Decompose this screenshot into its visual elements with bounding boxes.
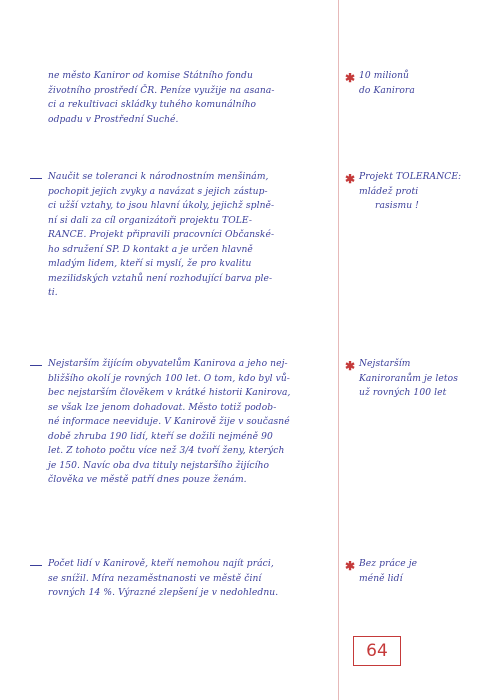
text-line: odpadu v Prostřední Suché. xyxy=(48,114,179,125)
note-line: Bez práce je xyxy=(359,559,418,569)
note-line: méně lidí xyxy=(359,573,403,584)
text-line: se však lze jenom dohadovat. Město totiž podob- xyxy=(48,402,277,413)
text-line: je 150. Navíc oba dva tituly nejstaršího žijícího xyxy=(48,460,270,471)
margin-rule xyxy=(338,0,339,700)
dash-icon xyxy=(30,565,42,566)
text-line: ní si dali za cíl organizátoři projektu TOLE- xyxy=(48,215,252,226)
section-1-text xyxy=(48,69,334,127)
section-2-text xyxy=(48,170,334,301)
text-line: době zhruba 190 lidí, kteří se dožili nejméně 90 xyxy=(48,431,273,442)
text-line: životního prostředí ČR. Peníze využije na asana- xyxy=(48,85,275,96)
text-line: bližšího okolí je rovných 100 let. O tom, kdo byl vů- xyxy=(48,373,290,384)
dash-icon xyxy=(30,178,42,179)
text-line: Naučit se toleranci k národnostním menšinám, xyxy=(48,172,269,182)
note-line: mládež proti xyxy=(359,186,419,197)
text-line: ci užší vztahy, to jsou hlavní úkoly, jejichž splně- xyxy=(48,201,275,211)
text-line: mezilidských vztahů není rozhodující barva ple- xyxy=(48,273,273,284)
text-line: let. Z tohoto počtu více než 3/4 tvoří ženy, kterých xyxy=(48,446,285,456)
text-line: člověka ve městě patří dnes pouze ženám. xyxy=(48,475,247,485)
note-line: 10 milionů xyxy=(359,71,409,81)
section-3-margin-note xyxy=(359,357,487,401)
text-line: se snížil. Míra nezaměstnanosti ve městě činí xyxy=(48,573,262,584)
text-line: ci a rekultivaci skládky tuhého komunálního xyxy=(48,100,257,110)
note-line: Kaniroranům je letos xyxy=(359,373,458,384)
dash-icon xyxy=(30,365,42,366)
text-line: ho sdružení SP. D kontakt a je určen hlavně xyxy=(48,244,253,255)
note-line: rasismu ! xyxy=(375,201,419,211)
asterisk-icon: ✱ xyxy=(345,359,356,373)
text-line: mladým lidem, kteří si myslí, že pro kvalitu xyxy=(48,259,252,269)
note-line: už rovných 100 let xyxy=(359,388,447,398)
asterisk-icon: ✱ xyxy=(345,172,356,186)
text-line: pochopit jejich zvyky a navázat s jejich zástup- xyxy=(48,186,268,197)
text-line: RANCE. Projekt připravili pracovníci Občanské- xyxy=(48,230,275,240)
section-2-margin-note xyxy=(359,170,487,214)
text-line: ti. xyxy=(48,288,58,298)
page-number-box: 64 xyxy=(353,636,401,666)
text-line: Počet lidí v Kanirově, kteří nemohou najít práci, xyxy=(48,559,274,569)
text-line: Nejstarším žijícím obyvatelům Kanirova a jeho nej- xyxy=(48,359,288,369)
asterisk-icon: ✱ xyxy=(345,71,356,85)
note-line: Projekt TOLERANCE: xyxy=(359,172,462,182)
note-line: Nejstarším xyxy=(359,359,411,369)
text-line: né informace neeviduje. V Kanirově žije v současné xyxy=(48,417,290,427)
note-line: do Kanirora xyxy=(359,85,415,96)
section-1-margin-note xyxy=(359,69,487,98)
section-4-margin-note xyxy=(359,557,487,586)
text-line: rovných 14 %. Výrazné zlepšení je v nedohlednu. xyxy=(48,588,279,598)
text-line: ne město Kaniror od komise Státního fondu xyxy=(48,71,253,81)
asterisk-icon: ✱ xyxy=(345,559,356,573)
text-line: bec nejstarším člověkem v krátké historii Kanirova, xyxy=(48,388,291,398)
section-3-text xyxy=(48,357,334,488)
section-4-text xyxy=(48,557,334,601)
